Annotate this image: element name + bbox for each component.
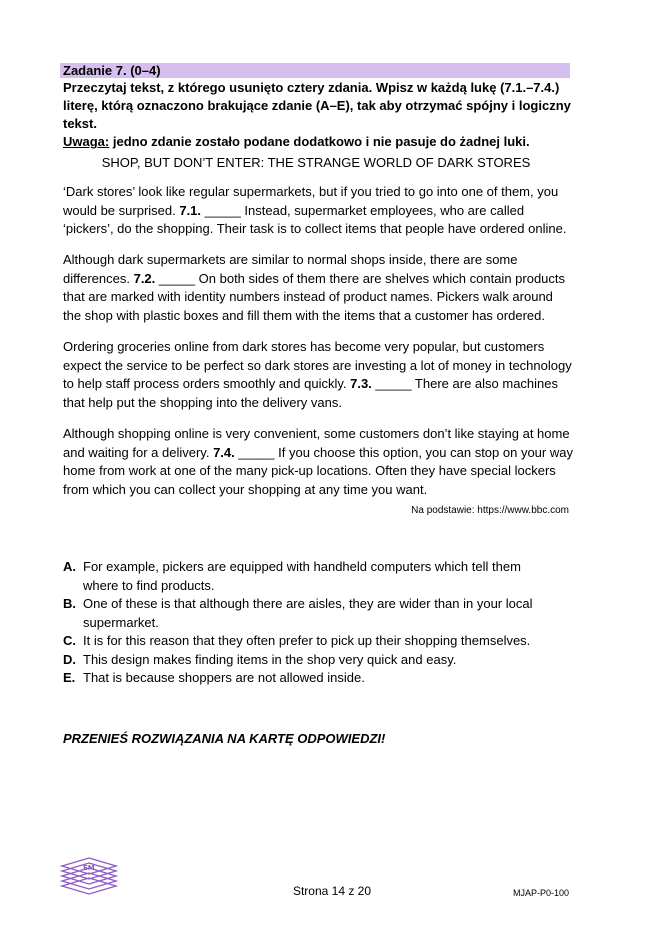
note-label: Uwaga: [63,134,110,149]
option-a [63,558,553,595]
option-text: One of these is that although there are aisles, they are wider than in your local supermarket. [83,596,533,630]
svg-text:EM: EM [83,864,95,872]
answer-options [63,558,553,688]
paragraph-3 [63,338,573,412]
task-header: Zadanie 7. (0–4) [60,63,570,78]
instruction-text: Przeczytaj tekst, z którego usunięto cztery zdania. Wpisz w każdą lukę (7.1.–7.4.) literę, którą oznaczono brakujące zdanie (A–E), tak aby otrzymać spójny i logiczny tekst. [63,80,571,131]
paragraph-4 [63,425,573,499]
gap-7-2: 7.2. [133,270,156,286]
article-title: SHOP, BUT DON’T ENTER: THE STRANGE WORLD OF DARK STORES [101,155,531,170]
p3-text-a: Ordering groceries online from dark stores has become very popular, but customers expect the service to be perfect so dark stores are investing a lot of money in technology to help staff process orders smoothly and quickly. [63,339,572,391]
p3-text-b: _____ There are also machines that help put the shopping into the delivery vans. [63,376,559,410]
task-instructions [63,79,575,151]
option-text: That is because shoppers are not allowed inside. [83,670,365,685]
page-number: Strona 14 z 20 [292,884,372,898]
option-letter: E. [63,670,76,685]
option-text: For example, pickers are equipped with handheld computers which tell them where to find products. [83,559,521,593]
option-letter: B. [63,596,76,611]
option-c [63,632,553,651]
option-e [63,669,553,688]
option-letter: C. [63,633,76,648]
option-text: This design makes finding items in the shop very quick and easy. [83,651,457,667]
note-text: jedno zdanie zostało podane dodatkowo i nie pasuje do żadnej luki. [109,134,530,149]
option-letter: D. [63,651,76,667]
p1-text-a: ‘Dark stores’ look like regular supermarkets, but if you tried to go into one of them, you would be surprised. [63,184,559,218]
option-d [63,651,553,670]
p4-text-a: Although shopping online is very convenient, some customers don’t like staying at home and waiting for a delivery. [63,426,570,460]
source-note: Na podstawie: https://www.bbc.com [411,505,569,516]
option-b [63,595,553,632]
p1-text-b: _____ Instead, supermarket employees, who are called ‘pickers’, do the shopping. Their task is to collect items that people have ordered online. [63,202,567,236]
option-text: It is for this reason that they often prefer to pick up their shopping themselves. [83,633,531,648]
gap-7-3: 7.3. [350,376,372,391]
paragraph-1 [63,183,573,239]
p2-text-b: _____ On both sides of them there are shelves which contain products that are marked with identity numbers instead of product names. Pickers walk around the shop with plastic boxes and fill them with the items that a customer has ordered. [63,270,566,323]
exam-code: MJAP-P0-100 [512,888,569,898]
gap-7-1: 7.1. [179,202,202,218]
gap-7-4: 7.4. [213,444,235,460]
p4-text-b: _____ If you choose this option, you can stop on your way home from work at one of the many pick-up locations. Often they have special lockers from which you can collect your shopping at any time you want. [63,444,573,497]
p2-text-a: Although dark supermarkets are similar to normal shops inside, there are some differences. [63,252,518,286]
transfer-instruction: PRZENIEŚ ROZWIĄZANIA NA KARTĘ ODPOWIEDZI! [63,731,386,746]
paragraph-2 [63,251,573,325]
option-letter: A. [63,559,76,574]
